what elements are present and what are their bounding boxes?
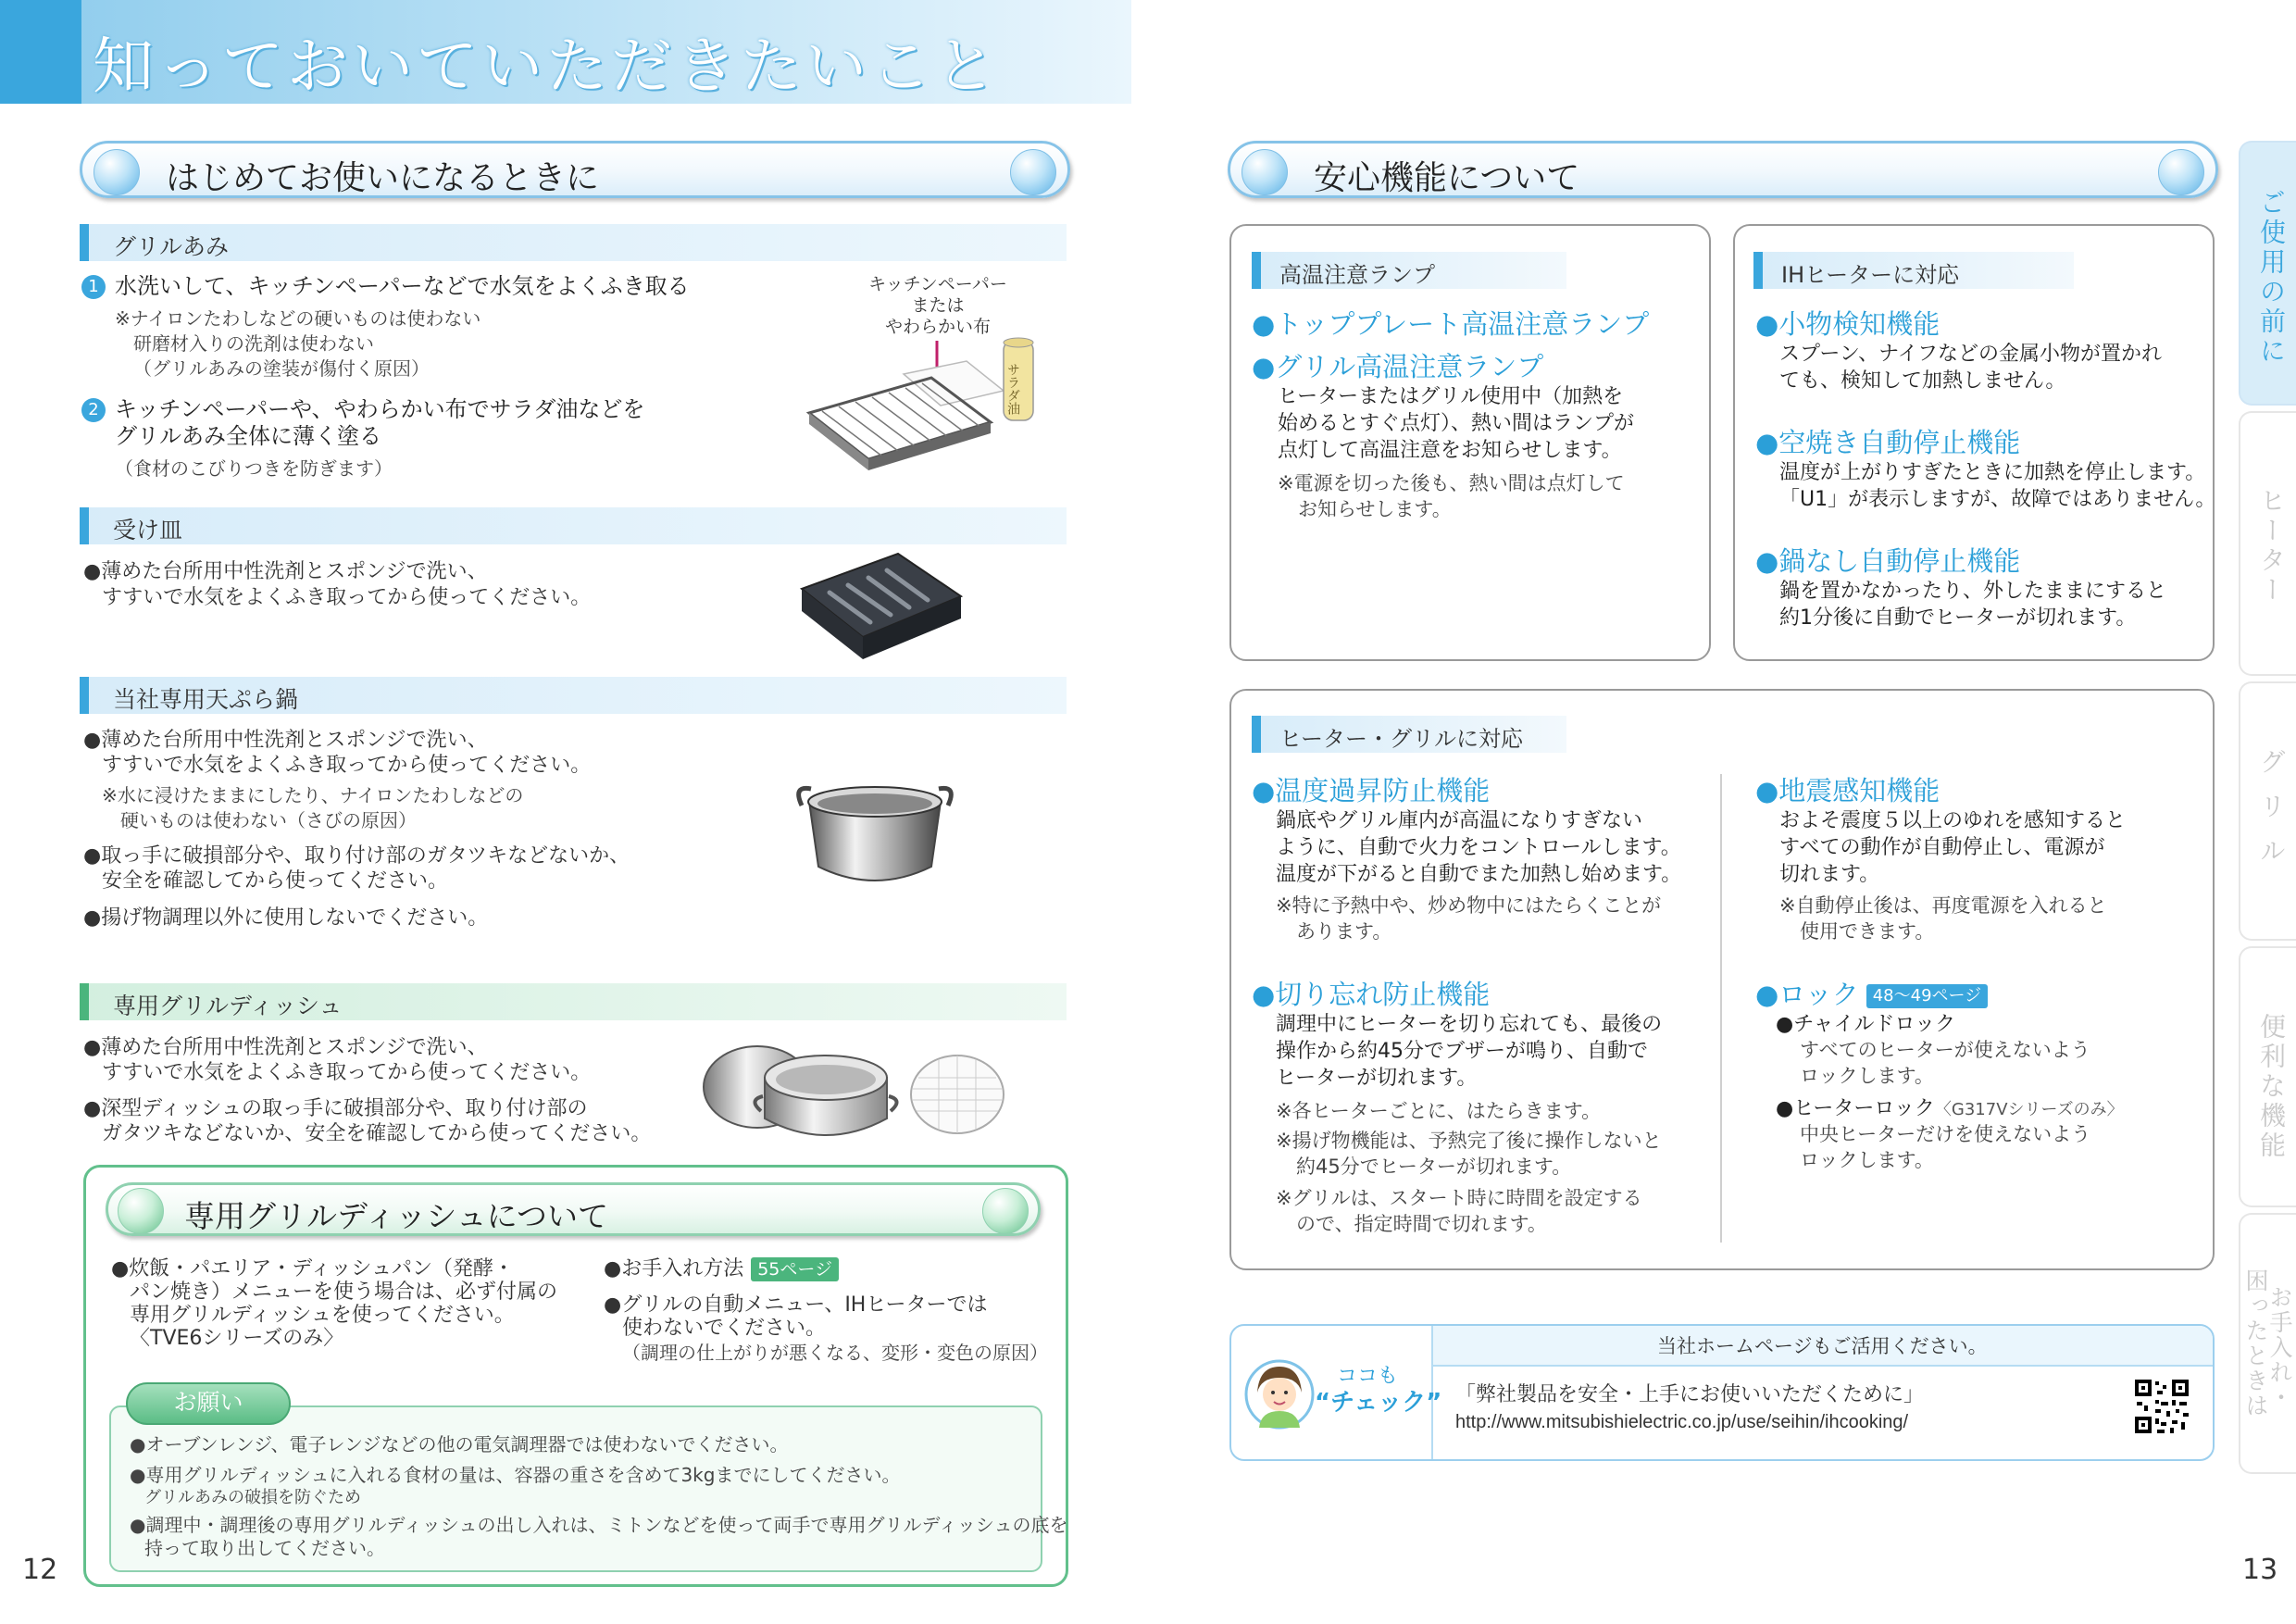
request-text: ●専用グリルディッシュに入れる食材の量は、容器の重さを含めて3kgまでにしてください。 bbox=[130, 1464, 901, 1486]
request-text: ●オーブンレンジ、電子レンジなどの他の電気調理器では使わないでください。 bbox=[130, 1433, 789, 1455]
step1-text: 水洗いして、キッチンペーパーなどで水気をよくふき取る bbox=[115, 273, 690, 299]
note: ※水に浸けたままにしたり、ナイロンたわしなどの bbox=[102, 784, 524, 806]
tempura-pot-illustration bbox=[789, 778, 961, 896]
subsection-grill-net bbox=[80, 224, 1067, 261]
body-text: すすいで水気をよくふき取ってから使ってください。 bbox=[102, 1061, 592, 1084]
grill-dish-illustration bbox=[696, 1041, 1011, 1156]
grill-dish-box-title bbox=[106, 1182, 1041, 1236]
page-reference-link[interactable]: 48〜49ページ bbox=[1866, 984, 1988, 1008]
note: （食材のこびりつきを防ぎます） bbox=[115, 457, 393, 480]
tray-illustration bbox=[798, 548, 965, 663]
body-text: ガタツキなどないか、安全を確認してから使ってください。 bbox=[102, 1122, 652, 1145]
woman-character-icon bbox=[1242, 1354, 1316, 1431]
side-tab-care-troubleshooting[interactable] bbox=[2239, 1213, 2296, 1474]
request-label: お願い bbox=[126, 1382, 291, 1425]
feature-body: 中央ヒーターだけを使えないよう bbox=[1800, 1123, 2091, 1145]
feature-body: 切れます。 bbox=[1779, 863, 1880, 886]
homepage-url-link[interactable]: http://www.mitsubishielectric.co.jp/use/seihin/ihcooking/ bbox=[1455, 1412, 1909, 1432]
feature-body: ヒーターまたはグリル使用中（加熱を bbox=[1278, 385, 1624, 408]
feature-heading: ●小物検知機能 bbox=[1755, 308, 1940, 340]
subsection-label: 当社専用天ぷら鍋 bbox=[113, 686, 299, 713]
request-text: 持って取り出してください。 bbox=[144, 1537, 385, 1559]
feature-heading: ●鍋なし自動停止機能 bbox=[1755, 545, 2021, 577]
subsection-tempura-pot bbox=[80, 677, 1067, 714]
box-label: ヒーター・グリルに対応 bbox=[1252, 716, 1566, 753]
body-text: 専用グリルディッシュを使ってください。 bbox=[130, 1304, 515, 1327]
feature-body: ても、検知して加熱しません。 bbox=[1779, 369, 2066, 393]
step-number-2: 2 bbox=[81, 398, 106, 422]
body-text: すすいで水気をよくふき取ってから使ってください。 bbox=[102, 586, 592, 609]
page-reference-link[interactable]: 55ページ bbox=[751, 1257, 839, 1281]
note: ※ナイロンたわしなどの硬いものは使わない bbox=[115, 307, 481, 330]
feature-body: ロックします。 bbox=[1800, 1065, 1934, 1087]
feature-note: ので、指定時間で切れます。 bbox=[1296, 1213, 1547, 1235]
page-title: 知っておいていただきたいこと bbox=[93, 31, 1000, 102]
body-text: パン焼き）メニューを使う場合は、必ず付属の bbox=[130, 1280, 558, 1304]
image-caption: キッチンペーパー または やわらかい布 bbox=[868, 274, 1007, 337]
side-tab-grill[interactable] bbox=[2239, 681, 2296, 941]
body-text: 〈TVE6シリーズのみ〉 bbox=[130, 1327, 344, 1350]
feature-heading: ●トッププレート高温注意ランプ bbox=[1252, 308, 1650, 340]
feature-body: 約1分後に自動でヒーターが切れます。 bbox=[1779, 606, 2137, 630]
lock-heading: ●ロック 48〜49ページ bbox=[1755, 974, 1988, 1012]
feature-body: すべての動作が自動停止し、電源が bbox=[1779, 836, 2105, 859]
feature-heading: ●切り忘れ防止機能 bbox=[1252, 979, 1491, 1010]
side-tab-label: 便利な機能 bbox=[2256, 1013, 2287, 1161]
body-text: ●炊飯・パエリア・ディッシュパン（発酵・ bbox=[111, 1257, 514, 1280]
feature-body: 「U1」が表示しますが、故障ではありません。 bbox=[1779, 488, 2216, 511]
feature-note: ※グリルは、スタート時に時間を設定する bbox=[1276, 1187, 1642, 1209]
feature-body: すべてのヒーターが使えないよう bbox=[1800, 1039, 2090, 1061]
column-divider bbox=[1720, 774, 1722, 1243]
body-text: 安全を確認してから使ってください。 bbox=[102, 869, 449, 893]
side-tab-convenient-features[interactable] bbox=[2239, 946, 2296, 1207]
side-tab-label: 困ったときは bbox=[2242, 1268, 2269, 1418]
body-text: すすいで水気をよくふき取ってから使ってください。 bbox=[102, 754, 592, 777]
feature-body: 鍋を置かなかったり、外したままにすると bbox=[1779, 580, 2167, 603]
feature-heading: ●地震感知機能 bbox=[1755, 775, 1940, 806]
feature-note: ※電源を切った後も、熱い間は点灯して bbox=[1278, 472, 1625, 494]
feature-body: ロックします。 bbox=[1800, 1149, 1934, 1171]
body-text: ●薄めた台所用中性洗剤とスポンジで洗い、 bbox=[83, 1036, 488, 1059]
subsection-grill-dish bbox=[80, 983, 1067, 1020]
orb-icon bbox=[1010, 149, 1056, 195]
step2-text: キッチンペーパーや、やわらかい布でサラダ油などを bbox=[115, 396, 645, 422]
orb-icon bbox=[1242, 149, 1288, 195]
body-text: ●グリルの自動メニュー、IHヒーターでは bbox=[604, 1293, 988, 1317]
note: 研磨材入りの洗剤は使わない bbox=[133, 332, 374, 355]
feature-heading: ●グリル高温注意ランプ bbox=[1252, 351, 1544, 382]
feature-body: およそ震度５以上のゆれを感知すると bbox=[1779, 809, 2127, 832]
page-number-right: 13 bbox=[2242, 1554, 2278, 1586]
subsection-label: グリルあみ bbox=[113, 233, 230, 260]
side-tab-label: ご使用の前に bbox=[2256, 189, 2287, 367]
qr-code-icon[interactable] bbox=[2133, 1378, 2190, 1435]
side-tab-label: グリル bbox=[2256, 748, 2287, 881]
section-title-text: はじめてお使いになるときに bbox=[166, 159, 600, 197]
feature-body: ように、自動で火力をコントロールします。 bbox=[1276, 836, 1681, 859]
body-text: ●取っ手に破損部分や、取り付け部のガタツキなどないか、 bbox=[83, 844, 630, 868]
feature-note: お知らせします。 bbox=[1298, 498, 1452, 520]
feature-note: ※揚げ物機能は、予熱完了後に操作しないと bbox=[1276, 1130, 1662, 1152]
body-text: ●薄めた台所用中性洗剤とスポンジで洗い、 bbox=[83, 729, 488, 752]
feature-note: ※特に予熱中や、炒め物中にはたらくことが bbox=[1276, 894, 1662, 917]
box-label: 高温注意ランプ bbox=[1252, 252, 1566, 289]
note: 硬いものは使わない（さびの原因） bbox=[120, 809, 417, 831]
step2-text: グリルあみ全体に薄く塗る bbox=[115, 423, 381, 449]
side-tab-before-use[interactable] bbox=[2239, 141, 2296, 406]
check-label: “チェック” bbox=[1315, 1389, 1442, 1417]
check-label: ココも bbox=[1337, 1365, 1399, 1388]
step-number-1: 1 bbox=[81, 275, 106, 299]
orb-icon bbox=[94, 149, 140, 195]
note: グリルあみの破損を防ぐため bbox=[144, 1488, 361, 1507]
orb-icon bbox=[982, 1188, 1029, 1234]
feature-note: 使用できます。 bbox=[1800, 920, 1935, 943]
bottle-label: サラダ油 bbox=[1005, 363, 1020, 415]
feature-note: ※自動停止後は、再度電源を入れると bbox=[1779, 894, 2107, 917]
side-tab-heater[interactable] bbox=[2239, 411, 2296, 676]
feature-note: ※各ヒーターごとに、はたらきます。 bbox=[1276, 1100, 1602, 1122]
side-tab-label: お手入れ・ bbox=[2266, 1285, 2293, 1410]
homepage-banner-text: 当社ホームページもご活用ください。 bbox=[1657, 1335, 1988, 1357]
feature-body: 温度が上がりすぎたときに加熱を停止します。 bbox=[1779, 461, 2206, 484]
note: （グリルあみの塗装が傷付く原因） bbox=[133, 357, 430, 380]
feature-body: スプーン、ナイフなどの金属小物が置かれ bbox=[1779, 343, 2162, 366]
feature-body: ●チャイルドロック bbox=[1776, 1013, 1956, 1036]
orb-icon bbox=[118, 1188, 164, 1234]
homepage-link-title: 「弊社製品を安全・上手にお使いいただくために」 bbox=[1455, 1383, 1925, 1406]
section-title-text: 安心機能について bbox=[1314, 159, 1580, 197]
feature-heading: ●温度過昇防止機能 bbox=[1252, 775, 1491, 806]
feature-heading: ●空焼き自動停止機能 bbox=[1755, 427, 2021, 458]
subsection-label: 専用グリルディッシュ bbox=[113, 993, 343, 1019]
feature-body: 温度が下がると自動でまた加熱し始めます。 bbox=[1276, 863, 1682, 886]
section-title-safety bbox=[1228, 141, 2218, 198]
box-label: IHヒーターに対応 bbox=[1753, 252, 2074, 289]
body-text: ●揚げ物調理以外に使用しないでください。 bbox=[83, 906, 489, 930]
body-text: 使わないでください。 bbox=[622, 1317, 827, 1340]
header-tab-accent bbox=[0, 0, 81, 104]
body-text: ●深型ディッシュの取っ手に破損部分や、取り付け部の bbox=[83, 1097, 588, 1120]
heater-lock-line: ●ヒーターロック〈G317Vシリーズのみ〉 bbox=[1776, 1097, 2124, 1120]
box-title-text: 専用グリルディッシュについて bbox=[184, 1198, 609, 1234]
side-tab-label: ヒーター bbox=[2256, 487, 2287, 606]
feature-body: ヒーターが切れます。 bbox=[1276, 1067, 1478, 1090]
note: （調理の仕上がりが悪くなる、変形・変色の原因） bbox=[622, 1342, 1048, 1364]
feature-body: 調理中にヒーターを切り忘れても、最後の bbox=[1276, 1013, 1663, 1036]
section-title-first-use bbox=[80, 141, 1070, 198]
orb-icon bbox=[2158, 149, 2204, 195]
subsection-tray bbox=[80, 507, 1067, 544]
feature-body: 点灯して高温注意をお知らせします。 bbox=[1278, 439, 1622, 462]
feature-body: 始めるとすぐ点灯）、熱い間はランプが bbox=[1278, 412, 1635, 435]
request-text: ●調理中・調理後の専用グリルディッシュの出し入れは、ミトンなどを使って両手で専用グリルディッシュの底を bbox=[130, 1514, 1068, 1536]
care-method-line: ●お手入れ方法 55ページ bbox=[604, 1256, 839, 1282]
feature-note: 約45分でヒーターが切れます。 bbox=[1296, 1156, 1572, 1178]
feature-body: 操作から約45分でブザーが鳴り、自動で bbox=[1276, 1040, 1648, 1063]
page-number-left: 12 bbox=[22, 1554, 58, 1586]
feature-body: 鍋底やグリル庫内が高温になりすぎない bbox=[1276, 809, 1643, 832]
feature-note: あります。 bbox=[1296, 920, 1392, 943]
subsection-label: 受け皿 bbox=[113, 517, 183, 543]
body-text: ●薄めた台所用中性洗剤とスポンジで洗い、 bbox=[83, 560, 488, 583]
